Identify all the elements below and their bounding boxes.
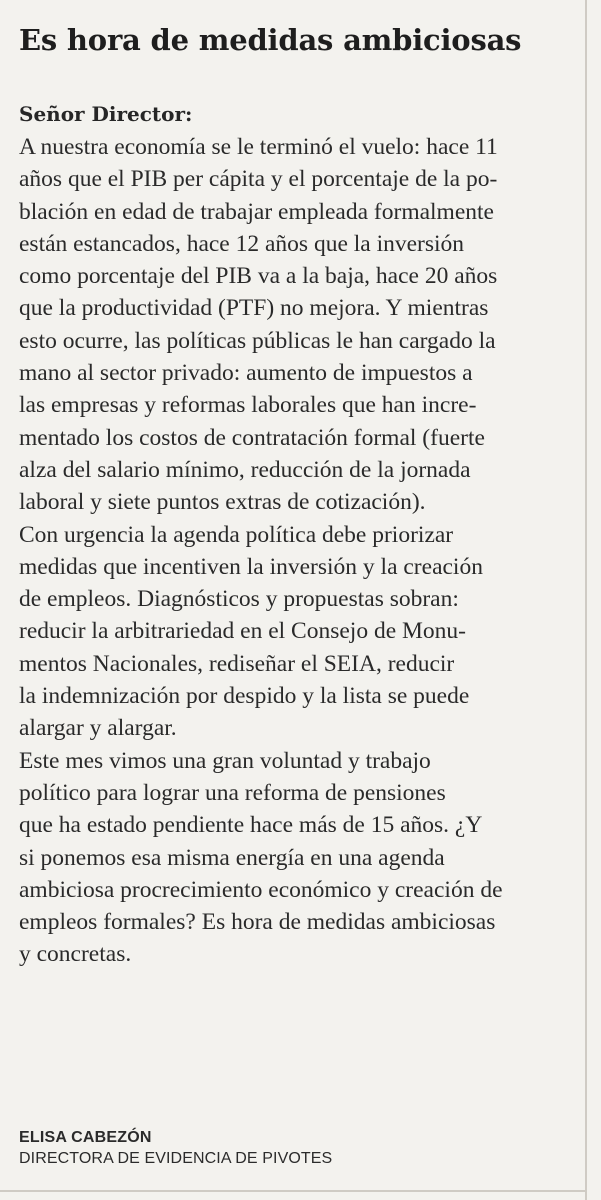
headline: Es hora de medidas ambiciosas	[19, 23, 522, 57]
salutation: Señor Director:	[19, 102, 193, 126]
author-title: DIRECTORA DE EVIDENCIA DE PIVOTES	[19, 1150, 333, 1167]
body-line: ambiciosa procrecimiento económico y creación de	[19, 876, 503, 903]
body-line: blación en edad de trabajar empleada formalmente	[19, 198, 494, 225]
body-line: la indemnización por despido y la lista se puede	[19, 683, 470, 710]
author-name: ELISA CABEZÓN	[19, 1129, 152, 1146]
letter-body	[19, 97, 584, 971]
body-line: las empresas y reformas laborales que han incre-	[19, 392, 477, 419]
bottom-rule	[0, 1190, 587, 1192]
body-line: político para lograr una reforma de pensiones	[19, 779, 446, 806]
body-line: y concretas.	[19, 941, 132, 968]
body-line: reducir la arbitrariedad en el Consejo de Monu-	[19, 618, 466, 645]
body-line: si ponemos esa misma energía en una agenda	[19, 844, 445, 871]
body-line: medidas que incentiven la inversión y la creación	[19, 553, 483, 580]
body-line: que la productividad (PTF) no mejora. Y mientras	[19, 295, 489, 322]
right-column-rule	[585, 0, 587, 1200]
body-line: que ha estado pendiente hace más de 15 años. ¿Y	[19, 812, 483, 839]
body-line: mano al sector privado: aumento de impuestos a	[19, 360, 473, 387]
body-line: mentado los costos de contratación formal (fuerte	[19, 424, 485, 451]
body-line: esto ocurre, las políticas públicas le han cargado la	[19, 327, 496, 354]
body-line: como porcentaje del PIB va a la baja, hace 20 años	[19, 263, 498, 290]
body-line: Con urgencia la agenda política debe priorizar	[19, 521, 454, 548]
signature-block	[19, 1127, 332, 1169]
body-line: empleos formales? Es hora de medidas ambiciosas	[19, 909, 496, 936]
body-line: mentos Nacionales, rediseñar el SEIA, reducir	[19, 650, 455, 677]
body-line: alargar y alargar.	[19, 715, 177, 742]
body-line: años que el PIB per cápita y el porcentaje de la po-	[19, 166, 498, 193]
body-line: están estancados, hace 12 años que la inversión	[19, 230, 465, 257]
body-line: laboral y siete puntos extras de cotización).	[19, 489, 426, 516]
body-line: alza del salario mínimo, reducción de la jornada	[19, 456, 471, 483]
body-line: de empleos. Diagnósticos y propuestas sobran:	[19, 586, 459, 613]
body-line: Este mes vimos una gran voluntad y trabajo	[19, 747, 431, 774]
body-line: A nuestra economía se le terminó el vuelo: hace 11	[19, 134, 498, 160]
